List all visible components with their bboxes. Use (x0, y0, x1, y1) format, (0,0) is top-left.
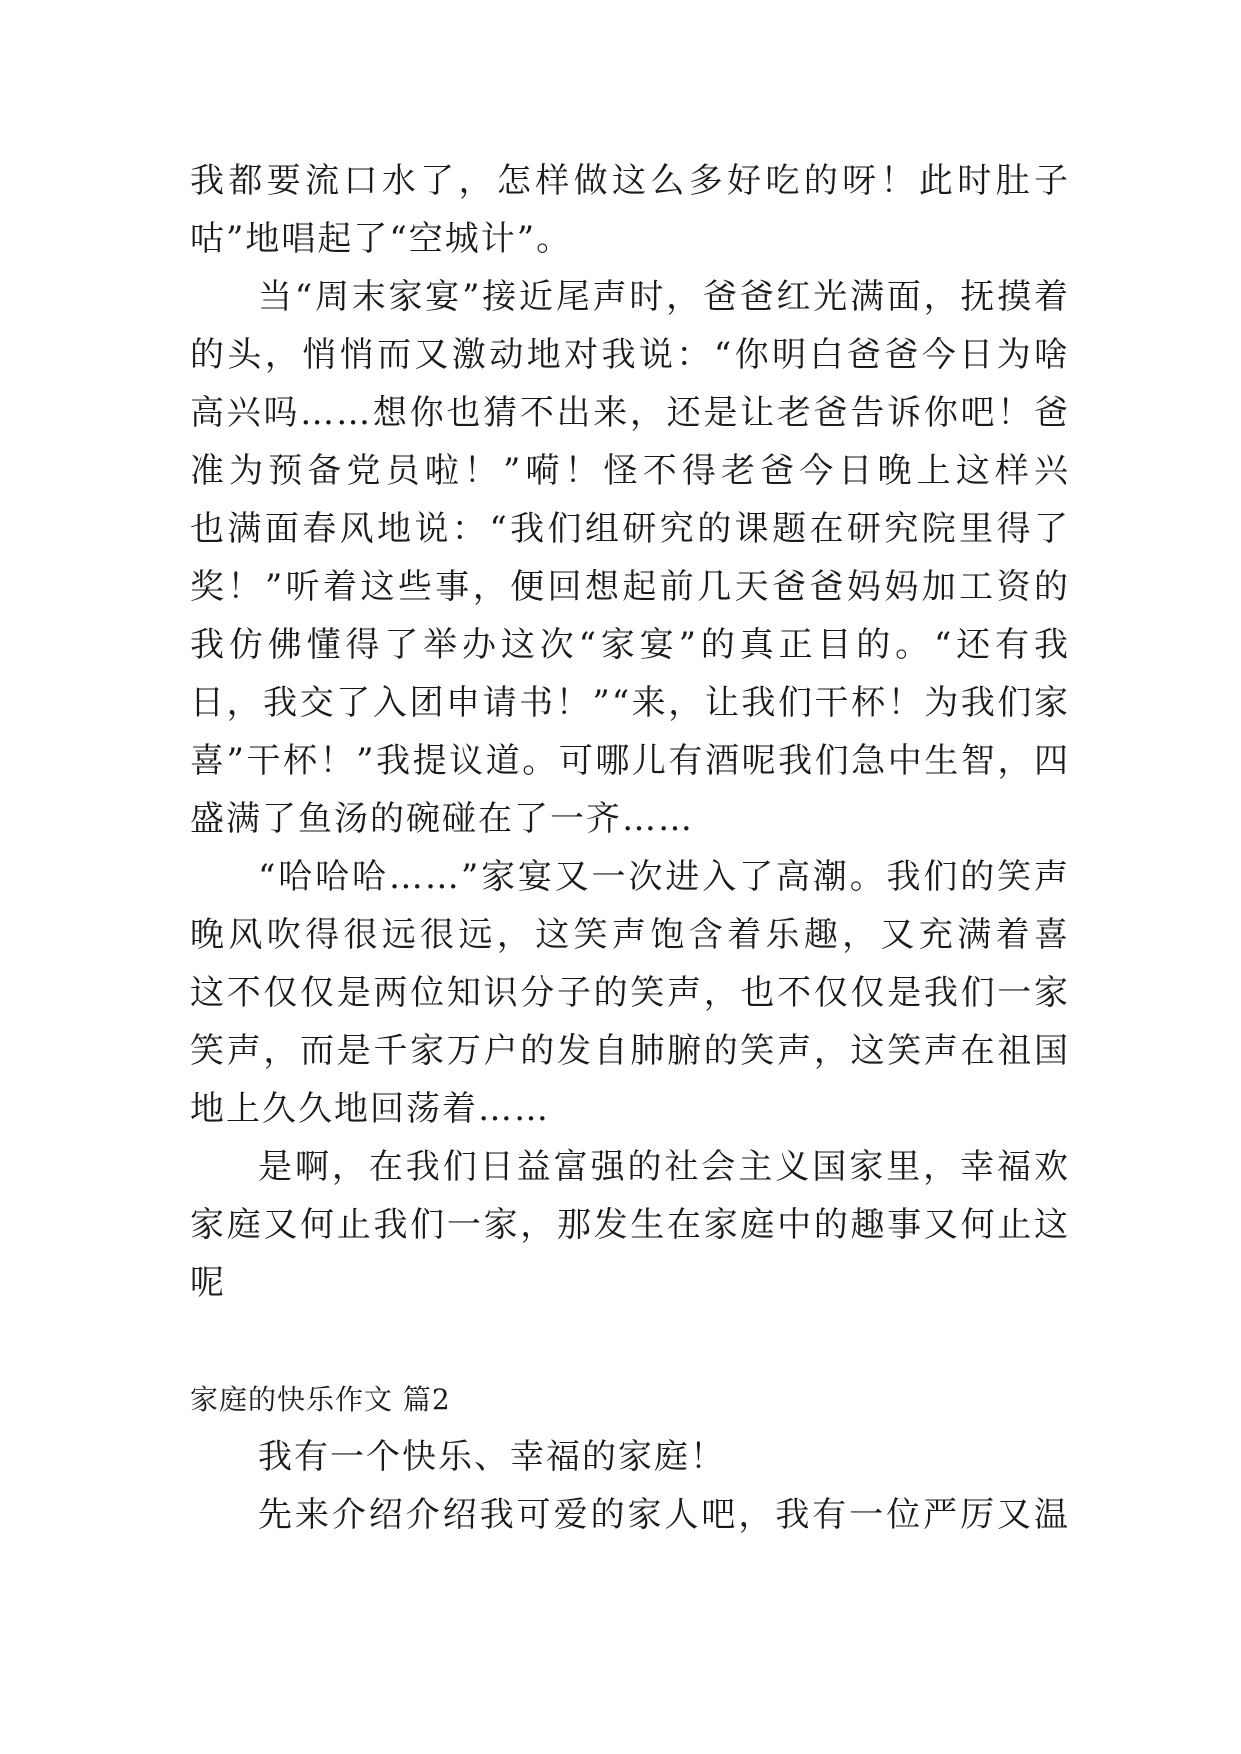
paragraph-line: 这不仅仅是两位知识分子的笑声，也不仅仅是我们一家 (190, 973, 1070, 1013)
paragraph-line: 盛满了鱼汤的碗碰在了一齐…… (190, 799, 694, 839)
paragraph-line: 当“周末家宴”接近尾声时，爸爸红光满面，抚摸着 (258, 277, 1070, 317)
paragraph-line: 我有一个快乐、幸福的家庭！ (258, 1437, 726, 1477)
section-heading: 家庭的快乐作文 篇2 (190, 1383, 451, 1416)
paragraph-line: 地上久久地回荡着…… (190, 1089, 550, 1129)
paragraph-line: 是啊，在我们日益富强的社会主义国家里，幸福欢 (258, 1147, 1070, 1187)
paragraph-line: 家庭又何止我们一家，那发生在家庭中的趣事又何止这 (190, 1205, 1070, 1245)
paragraph-line: 喜”干杯！”我提议道。可哪儿有酒呢我们急中生智，四 (190, 741, 1070, 781)
paragraph-line: “哈哈哈……”家宴又一次进入了高潮。我们的笑声 (258, 857, 1070, 897)
paragraph-line: 先来介绍介绍我可爱的家人吧，我有一位严厉又温 (258, 1495, 1070, 1535)
paragraph-line: 也满面春风地说：“我们组研究的课题在研究院里得了 (190, 509, 1070, 549)
paragraph-line: 呢 (190, 1263, 226, 1303)
paragraph-line: 的头，悄悄而又激动地对我说：“你明白爸爸今日为啥 (190, 335, 1070, 375)
paragraph-line: 笑声，而是千家万户的发自肺腑的笑声，这笑声在祖国 (190, 1031, 1070, 1071)
paragraph-line: 晚风吹得很远很远，这笑声饱含着乐趣，又充满着喜 (190, 915, 1070, 955)
paragraph-line: 我仿佛懂得了举办这次“家宴”的真正目的。“还有我 (190, 625, 1070, 665)
paragraph-line: 我都要流口水了，怎样做这么多好吃的呀！此时肚子 (190, 161, 1070, 201)
paragraph-line: 咕”地唱起了“空城计”。 (190, 219, 573, 259)
paragraph-line: 高兴吗……想你也猜不出来，还是让老爸告诉你吧！爸 (190, 393, 1070, 433)
paragraph-line: 奖！”听着这些事，便回想起前几天爸爸妈妈加工资的 (190, 567, 1070, 607)
paragraph-line: 日，我交了入团申请书！”“来，让我们干杯！为我们家 (190, 683, 1070, 723)
paragraph-line: 准为预备党员啦！”嗬！怪不得老爸今日晚上这样兴 (190, 451, 1070, 491)
